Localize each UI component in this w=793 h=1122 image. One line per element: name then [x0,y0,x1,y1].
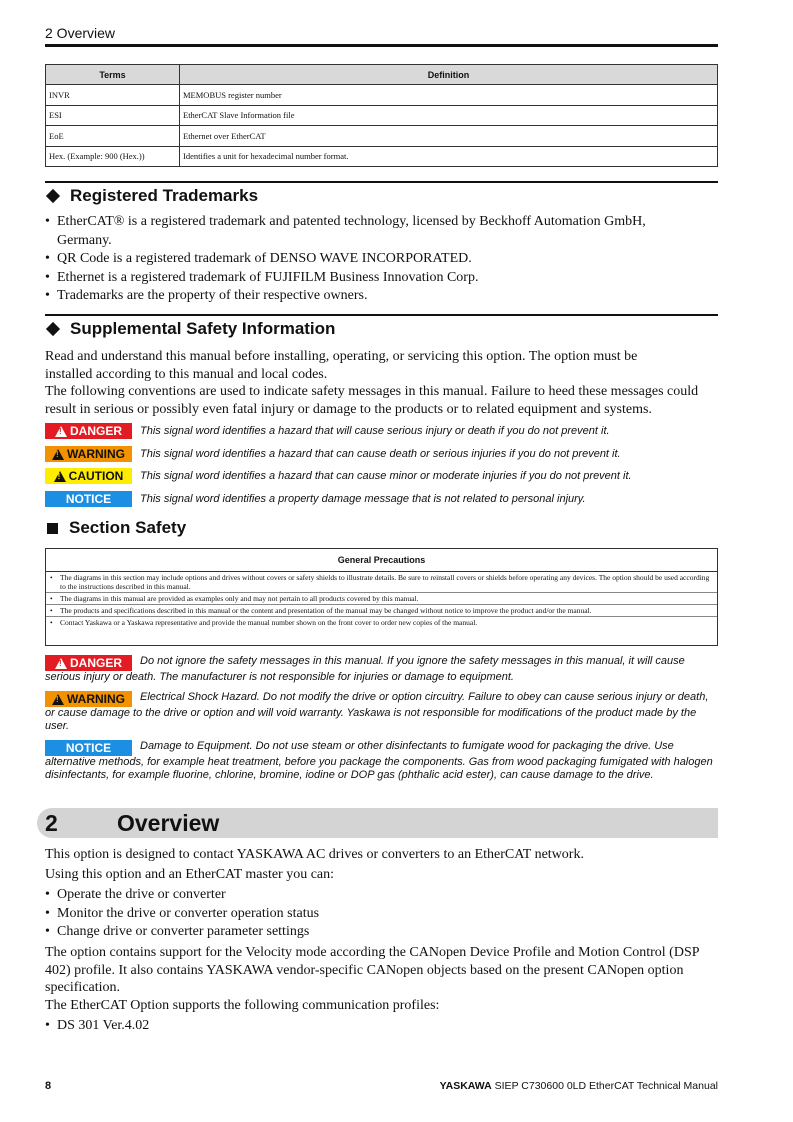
diamond-bullet-icon [46,322,60,336]
list-item: • The products and specifications described in this manual or the content and presentation of the manual may be changed without notice to improve the product and/or the manual. [46,605,717,617]
terms-table [45,64,718,167]
safety-paragraph-1: Read and understand this manual before installing, operating, or servicing this option. The option must be installed according to this manual and local codes. [45,349,638,382]
trademarks-heading [45,186,258,206]
profiles-list [45,1017,718,1036]
notice-badge: NOTICE [45,491,132,507]
signal-description: This signal word identifies a hazard that can cause death or serious injuries if you do not prevent it. [140,448,621,460]
signal-row-caution [45,468,718,484]
definition-cell: MEMOBUS register number [180,85,718,106]
signal-row-warning [45,446,718,462]
section-safety-title: Section Safety [69,518,187,537]
message-text: Do not ignore the safety messages in this manual. If you ignore the safety messages in this manual, it will cause serious injury or death. The manufacturer is not responsible for injuries or damage to equipment. [45,655,685,683]
warning-triangle-icon [52,449,64,460]
table-row [46,105,718,126]
warning-triangle-icon [55,426,67,437]
message-text: Electrical Shock Hazard. Do not modify the drive or option circuitry. Failure to obey can cause serious injury or death, or cause damage to the drive or option and will void warranty. Yaskawa is not responsible for modifications of the product made by the user. [45,691,709,732]
message-text: Damage to Equipment. Do not use steam or other disinfectants to fumigate wood for packaging the drive. Use alternative methods, for example heat treatment, before you package the components. Gas from wood packaging fumigated with halogen disinfectants, for example fluorine, chlorine, bromine, iodine or DOP gas (phthalic acid ester), can cause damage to the drive. [45,740,713,781]
warning-badge: ! WARNING [45,691,132,707]
definition-header: Definition [180,65,718,85]
term-cell: Hex. (Example: 900 (Hex.)) [46,146,180,167]
chapter-heading [37,808,718,838]
definition-cell: Ethernet over EtherCAT [180,126,718,147]
square-bullet-icon [47,523,58,534]
signal-description: This signal word identifies a property damage message that is not related to personal injury. [140,493,586,505]
warning-triangle-icon [55,658,67,669]
notice-badge: NOTICE [45,740,132,756]
list-item: • Operate the drive or converter [45,886,718,905]
page-number: 8 [45,1080,52,1092]
signal-description: This signal word identifies a hazard that will cause serious injury or death if you do not prevent it. [140,425,610,437]
danger-message [45,655,718,684]
list-item: • Change drive or converter parameter settings [45,923,718,942]
header-rule [45,44,718,47]
warning-badge: ! WARNING [45,446,132,462]
list-item: • EtherCAT® is a registered trademark and patented technology, licensed by Beckhoff Automation GmbH, Germany. [45,213,718,250]
term-cell: ESI [46,105,180,126]
signal-row-danger [45,423,718,439]
overview-intro: This option is designed to contact YASKAWA AC drives or converters to an EtherCAT network. [45,847,584,862]
danger-badge: ! DANGER [45,423,132,439]
warning-message [45,691,718,733]
precautions-list [46,572,717,628]
footer-manual: SIEP C730600 0LD EtherCAT Technical Manual [494,1080,718,1092]
chapter-number: 2 [45,809,58,836]
signal-description: This signal word identifies a hazard that can cause minor or moderate injuries if you do not prevent it. [140,470,632,482]
danger-badge: ! DANGER [45,655,132,671]
overview-using: Using this option and an EtherCAT master you can: [45,867,335,882]
abilities-list [45,886,718,942]
safety-paragraph-2: The following conventions are used to indicate safety messages in this manual. Failure to heed these messages could result in serious or possibly even fatal injury or damage to the products or to related equipment and systems. [45,384,699,417]
list-item: • Monitor the drive or converter operation status [45,905,718,924]
warning-triangle-icon [54,471,66,482]
list-item: • Contact Yaskawa or a Yaskawa representative and provide the manual number shown on the front cover to order new copies of the manual. [46,617,717,628]
section-safety-heading [45,518,186,538]
overview-support: The option contains support for the Velocity mode according the CANopen Device Profile and Motion Control (DSP 402) profile. It also contains YASKAWA vendor-specific CANopen objects based on the present CANopen option specification. [45,945,699,995]
definition-cell: Identifies a unit for hexadecimal number format. [180,146,718,167]
term-cell: INVR [46,85,180,106]
warning-triangle-icon [52,694,64,705]
section-rule [45,314,718,316]
safety-title: Supplemental Safety Information [70,319,336,338]
chapter-title: Overview [117,809,220,836]
list-item: • QR Code is a registered trademark of DENSO WAVE INCORPORATED. [45,250,718,269]
table-row [46,85,718,106]
list-item: • DS 301 Ver.4.02 [45,1017,718,1036]
footer-brand: YASKAWA [439,1080,492,1092]
list-item: • The diagrams in this section may include options and drives without covers or safety shields to illustrate details. Be sure to reinstall covers or shields before operating any devices. The option should be used according to the instructions described in this manual. [46,572,717,593]
table-row [46,126,718,147]
general-precautions-box [45,548,718,646]
diamond-bullet-icon [46,189,60,203]
term-cell: EoE [46,126,180,147]
list-item: • Ethernet is a registered trademark of FUJIFILM Business Innovation Corp. [45,269,718,288]
running-header: 2 Overview [45,25,116,41]
footer-manual-title [440,1080,718,1092]
section-rule [45,181,718,183]
signal-row-notice [45,491,718,507]
list-item: • Trademarks are the property of their respective owners. [45,287,718,306]
notice-message [45,740,718,782]
trademarks-list [45,213,718,306]
caution-badge: ! CAUTION [45,468,132,484]
terms-header: Terms [46,65,180,85]
overview-profiles-intro: The EtherCAT Option supports the following communication profiles: [45,998,440,1013]
general-precautions-title: General Precautions [46,549,717,572]
trademarks-title: Registered Trademarks [70,186,259,205]
definition-cell: EtherCAT Slave Information file [180,105,718,126]
safety-heading [45,319,335,339]
table-row [46,146,718,167]
list-item: • The diagrams in this manual are provided as examples only and may not pertain to all products covered by this manual. [46,593,717,605]
